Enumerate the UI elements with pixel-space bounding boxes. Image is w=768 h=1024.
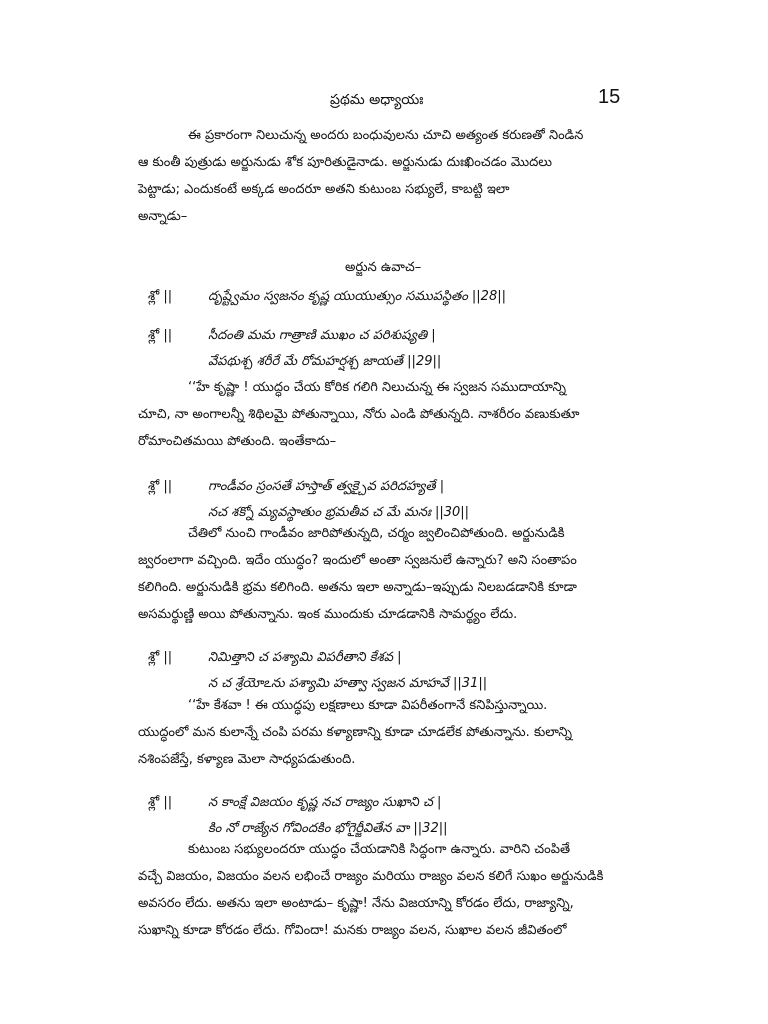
paragraph: ఈ ప్రకారంగా నిలుచున్న అందరు బంధువులను చూచి అత్యంత కరుణతో నిండిన ఆ కుంతీ పుత్రుడు అర్జునుడు శోక పూరితుడైనాడు. అర్జునుడు దుఃఖించడం మొదలు పెట్టాడు; ఎందుకంటే అక్కడ అందరూ అతని కుటుంబ సభ్యులే, కాబట్టి ఇలా అన్నాడు– — [138, 128, 584, 224]
chapter-title: ప్రథమ అధ్యాయః — [330, 92, 424, 108]
page-header — [0, 86, 768, 116]
verse — [148, 323, 628, 375]
verse-marker: శ్లో || — [148, 795, 173, 810]
verse-marker: శ్లో || — [148, 650, 173, 665]
page-number: 15 — [598, 86, 621, 108]
verse — [148, 790, 628, 842]
verse-marker: శ్లో || — [148, 328, 173, 343]
verse-text: న కాంక్షే విజయం కృష్ణ నచ రాజ్యం సుఖాని చ | కిం నో రాజ్యేన గోవిందకిం భోగైర్జీవితేన వా ||32|| — [208, 795, 448, 836]
verse-text: గాండీవం స్రంసతే హస్తాత్ త్వక్చైవ పరిదహ్యతే | నచ శక్నో మ్యవస్థాతుం భ్రమతీవ చ మే మనః ||30|| — [208, 479, 470, 520]
paragraph: కుటుంబ సభ్యులందరూ యుద్ధం చేయడానికి సిద్ధంగా ఉన్నారు. వారిని చంపితే వచ్చే విజయం, విజయం వలన లభించే రాజ్యం మరియు రాజ్యం వలన కలిగే సుఖం అర్జునుడికి అవసరం లేదు. అతను ఇలా అంటాడు– కృష్ణా! నేను విజయాన్ని కోరడం లేదు, రాజ్యాన్ని, సుఖాన్ని కూడా కోరడం లేదు. గోవిందా! మనకు రాజ్యం వలన, సుఖాల వలన జీవితంలో — [138, 842, 604, 938]
verse-text: సీదంతి మమ గాత్రాణి ముఖం చ పరిశుష్యతి | వేపథుశ్చ శరీరే మే రోమహర్షశ్చ జాయతే ||29|| — [208, 328, 442, 369]
paragraph: ‘‘హే కేశవా ! ఈ యుద్ధపు లక్షణాలు కూడా విపరీతంగానే కనిపిస్తున్నాయి. యుద్ధంలో మన కులాన్నే చంపి పరమ కళ్యాణాన్ని కూడా చూడలేక పోతున్నాను. కులాన్ని నశింపజేస్తే, కళ్యాణ మెలా సాధ్యపడుతుంది. — [138, 698, 572, 767]
verse — [148, 474, 628, 526]
verse-text: దృష్ట్వేమం స్వజనం కృష్ణ యుయుత్సుం సముపస్థితం ||28|| — [208, 289, 506, 304]
verse-marker: శ్లో || — [148, 289, 173, 304]
paragraph: చేతిలో నుంచి గాండీవం జారిపోతున్నది, చర్మం జ్వలించిపోతుంది. అర్జునుడికి జ్వరంలాగా వచ్చింది. ఇదేం యుద్ధం? ఇందులో అంతా స్వజనులే ఉన్నారు? అని సంతాపం కలిగింది. అర్జునుడికి భ్రమ కలిగింది. అతను ఇలా అన్నాడు–ఇప్పుడు నిలబడడానికి కూడా అసమర్థుణ్ణి అయి పోతున్నాను. ఇంక ముందుకు చూడడానికి సామర్థ్యం లేదు. — [138, 526, 577, 622]
section-heading: అర్జున ఉవాచ– — [345, 260, 422, 275]
verse — [148, 645, 628, 697]
verse — [148, 284, 628, 310]
verse-text: నిమిత్తాని చ పశ్యామి విపరీతాని కేశవ | న చ శ్రేయోఽను పశ్యామి హత్వా స్వజన మాహవే ||31|| — [208, 650, 488, 691]
paragraph: ‘‘హే కృష్ణా ! యుద్ధం చేయ కోరిక గలిగి నిలుచున్న ఈ స్వజన సముదాయాన్ని చూచి, నా అంగాలన్నీ శిథిలమై పోతున్నాయి, నోరు ఎండి పోతున్నది. నాశరీరం వణుకుతూ రోమాంచితమయి పోతుంది. ఇంతేకాదు– — [138, 380, 580, 449]
verse-marker: శ్లో || — [148, 479, 173, 494]
